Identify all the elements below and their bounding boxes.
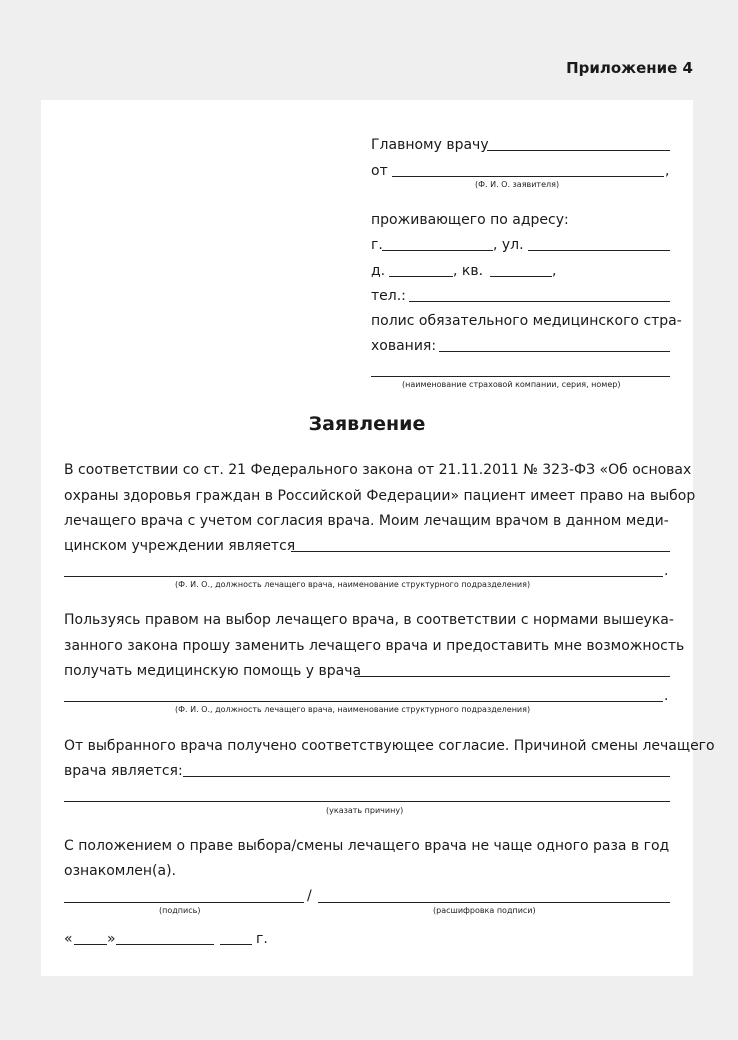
para1-line: цинском учреждении является [64, 538, 296, 554]
para4-line: ознакомлен(а). [64, 863, 176, 879]
house-field[interactable] [389, 276, 453, 277]
signature-decode-caption: (расшифровка подписи) [433, 906, 536, 915]
signature-decode-field[interactable] [318, 902, 670, 903]
period: . [664, 688, 669, 704]
para2-line: занного закона прошу заменить лечащего врача и предоставить мне возможность [64, 638, 685, 654]
para2-line: Пользуясь правом на выбор лечащего врача, в соответствии с нормами вышеука- [64, 612, 674, 628]
street-label: , ул. [493, 237, 524, 253]
day-field[interactable] [74, 944, 107, 945]
signature-field[interactable] [64, 902, 304, 903]
reason-field[interactable] [183, 776, 670, 777]
close-quote: » [107, 931, 116, 947]
form-page [41, 100, 715, 976]
applicant-fio-caption: (Ф. И. О. заявителя) [475, 180, 560, 189]
new-doctor-field-2[interactable] [64, 701, 663, 702]
current-doctor-field-2[interactable] [64, 576, 663, 577]
month-field[interactable] [116, 944, 214, 945]
city-field[interactable] [382, 250, 493, 251]
phone-field[interactable] [409, 301, 670, 302]
signature-caption: (подпись) [159, 906, 201, 915]
year-suffix: г. [256, 931, 268, 947]
apartment-field[interactable] [490, 276, 552, 277]
para3-line: врача является: [64, 763, 183, 779]
applicant-name-field[interactable] [392, 176, 664, 177]
appendix-label: Приложение 4 [566, 59, 693, 77]
address-label: проживающего по адресу: [371, 212, 569, 228]
new-doctor-caption: (Ф. И. О., должность лечащего врача, наименование структурного подразделения) [175, 705, 531, 714]
policy-field[interactable] [439, 351, 670, 352]
slash: / [307, 888, 312, 904]
current-doctor-caption: (Ф. И. О., должность лечащего врача, наименование структурного подразделения) [175, 580, 531, 589]
para2-line: получать медицинскую помощь у врача [64, 663, 362, 679]
new-doctor-field[interactable] [355, 676, 670, 677]
phone-label: тел.: [371, 288, 406, 304]
from-label: от [371, 163, 388, 179]
para1-line: В соответствии со ст. 21 Федерального закона от 21.11.2011 № 323-ФЗ «Об основах [64, 462, 692, 478]
chief-doctor-field[interactable] [487, 150, 670, 151]
current-doctor-field[interactable] [291, 551, 670, 552]
house-label: д. [371, 263, 386, 279]
comma: , [665, 163, 670, 179]
street-field[interactable] [528, 250, 670, 251]
open-quote: « [64, 931, 73, 947]
city-label: г. [371, 237, 383, 253]
document-title: Заявление [308, 413, 426, 435]
para3-line: От выбранного врача получено соответствующее согласие. Причиной смены лечащего [64, 738, 715, 754]
policy-label-line1: полис обязательного медицинского стра- [371, 313, 682, 329]
para1-line: охраны здоровья граждан в Российской Федерации» пациент имеет право на выбор [64, 488, 696, 504]
insurer-field[interactable] [371, 376, 670, 377]
reason-caption: (указать причину) [326, 806, 404, 815]
para1-line: лечащего врача с учетом согласия врача. Моим лечащим врачом в данном меди- [64, 513, 669, 529]
reason-field-2[interactable] [64, 801, 670, 802]
apartment-label: , кв. [453, 263, 484, 279]
to-chief-label: Главному врачу [371, 137, 489, 153]
para4-line: С положением о праве выбора/смены лечащего врача не чаще одного раза в год [64, 838, 670, 854]
year-field[interactable] [220, 944, 252, 945]
comma: , [552, 263, 557, 279]
policy-label-line2: хования: [371, 338, 437, 354]
period: . [664, 563, 669, 579]
insurer-caption: (наименование страховой компании, серия, номер) [402, 380, 621, 389]
